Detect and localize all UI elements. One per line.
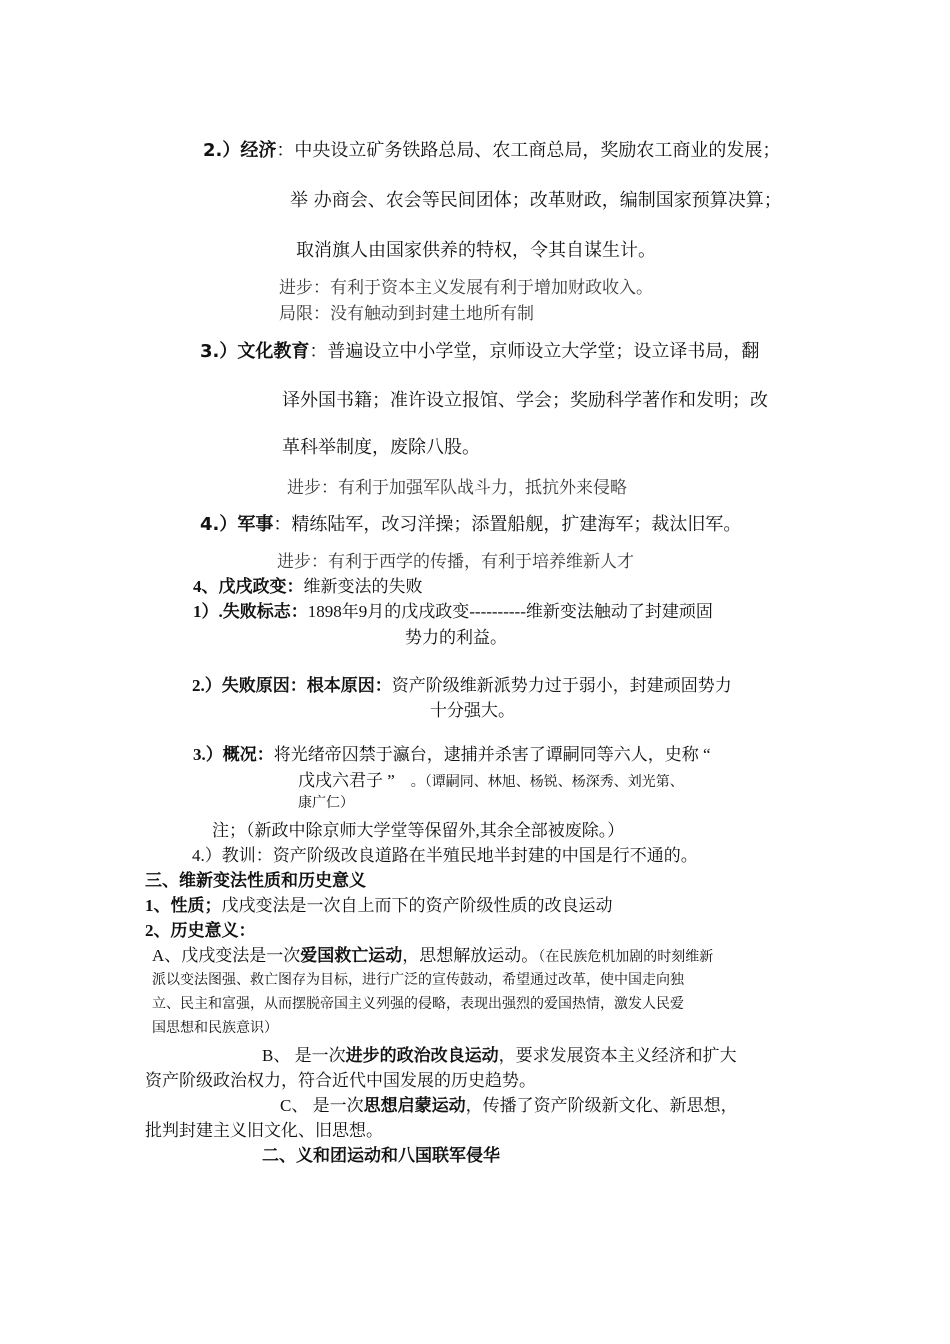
nature-a-line4: 国思想和民族意识） [152, 1021, 278, 1036]
coup-s4: 4.）教训：资产阶级改良道路在半殖民地半封建的中国是行不通的。 [192, 846, 698, 865]
nature-c-line1: C、 是一次思想启蒙运动，传播了资产阶级新文化、新思想， [280, 1096, 738, 1115]
culture-label: 3.）文化教育 [200, 341, 310, 362]
military-progress: 进步：有利于西学的传播，有利于培养维新人才 [277, 552, 634, 571]
nature-c-line2: 批判封建主义旧文化、旧思想。 [145, 1121, 383, 1140]
military-line: 4.）军事：精练陆军，改习洋操；添置船舰，扩建海军；裁汰旧军。 [200, 514, 742, 535]
econ-limit: 局限：没有触动到封建土地所有制 [279, 304, 534, 323]
coup-title: 4、戊戌政变：维新变法的失败 [193, 577, 423, 596]
nature-a-line2: 派以变法图强、救亡图存为目标，进行广泛的宣传鼓动，希望通过改革，使中国走向独 [152, 973, 684, 988]
nature-a-line1: A、戊戌变法是一次爱国救亡运动，思想解放运动。（在民族危机加剧的时刻维新 [152, 946, 714, 965]
coup-s2-line1: 2.）失败原因：根本原因：资产阶级维新派势力过于弱小，封建顽固势力 [192, 676, 732, 695]
econ-label: 2.）经济 [203, 140, 277, 161]
econ-progress: 进步：有利于资本主义发展有利于增加财政收入。 [279, 278, 653, 297]
culture-line1: 3.）文化教育：普遍设立中小学堂，京师设立大学堂；设立译书局，翻 [200, 341, 760, 362]
next-heading: 二、义和团运动和八国联军侵华 [262, 1146, 500, 1165]
econ-line2: 举 办商会、农会等民间团体；改革财政，编制国家预算决算； [290, 190, 782, 211]
military-label: 4.）军事 [200, 514, 274, 535]
coup-s3-line2: 戊戌六君子 ” 。（谭嗣同、林旭、杨锐、杨深秀、刘光第、 [298, 771, 684, 790]
culture-line3: 革科举制度，废除八股。 [282, 437, 480, 458]
nature-a-line3: 立、民主和富强，从而摆脱帝国主义列强的侵略，表现出强烈的爱国热情，激发人民爱 [152, 997, 684, 1012]
nature-p2-label: 2、历史意义： [145, 921, 256, 940]
culture-line2: 译外国书籍；准许设立报馆、学会；奖励科学著作和发明；改 [282, 390, 768, 411]
culture-progress: 进步：有利于加强军队战斗力，抵抗外来侵略 [287, 478, 627, 497]
coup-s1-line2: 势力的利益。 [405, 628, 507, 647]
econ-line3: 取消旗人由国家供养的特权，令其自谋生计。 [296, 240, 656, 261]
nature-heading: 三、维新变法性质和历史意义 [145, 871, 366, 890]
nature-p1: 1、性质；戊戌变法是一次自上而下的资产阶级性质的改良运动 [145, 896, 613, 915]
nature-b-line2: 资产阶级政治权力，符合近代中国发展的历史趋势。 [145, 1071, 536, 1090]
coup-s2-line2: 十分强大。 [430, 701, 515, 720]
coup-s3-line1: 3.）概况：将光绪帝囚禁于瀛台，逮捕并杀害了谭嗣同等六人，史称 “ [193, 745, 711, 764]
econ-line1: 2.）经济：中央设立矿务铁路总局、农工商总局，奖励农工商业的发展； [203, 140, 781, 161]
coup-s3-line3: 康广仁） [298, 796, 354, 811]
coup-note: 注；（新政中除京师大学堂等保留外,其余全部被废除。） [212, 821, 625, 840]
coup-s1-line1: 1）.失败标志：1898年9月的戊戌政变----------维新变法触动了封建顽固 [193, 602, 713, 621]
nature-b-line1: B、 是一次进步的政治改良运动，要求发展资本主义经济和扩大 [262, 1046, 737, 1065]
